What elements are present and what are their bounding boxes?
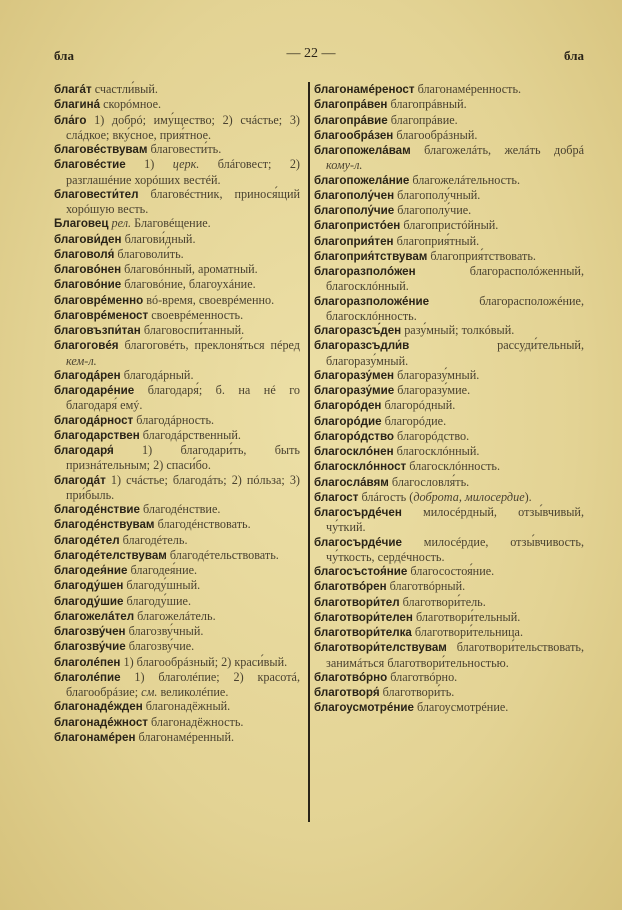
- dictionary-entry: [54, 323, 300, 338]
- dictionary-entry: [54, 247, 300, 262]
- headword: благовести́тел: [54, 187, 139, 201]
- definition: [143, 293, 274, 307]
- definition-text: благотвóрный.: [386, 579, 466, 594]
- definition: [148, 715, 243, 729]
- definition-text: благорóдие.: [381, 413, 447, 428]
- headword: благотвóрен: [314, 580, 387, 594]
- dictionary-entry: [54, 113, 300, 143]
- definition: [167, 548, 279, 562]
- definition: [108, 216, 210, 230]
- definition: [147, 142, 221, 156]
- definition: [400, 595, 486, 609]
- definition-text: благонадёжный.: [142, 699, 231, 714]
- definition: [141, 323, 244, 337]
- dictionary-entry: [314, 670, 584, 685]
- definition: [406, 459, 500, 473]
- definition: [387, 97, 466, 111]
- dictionary-entry: [54, 639, 300, 654]
- dictionary-entry: [54, 82, 300, 97]
- headword: благотворя́: [314, 686, 380, 699]
- definition-text: благожелáтель.: [134, 608, 216, 623]
- dictionary-entry: [314, 264, 584, 294]
- dictionary-entry: [54, 293, 300, 308]
- definition: [135, 730, 234, 744]
- definition: [120, 533, 188, 547]
- headword: благозву́чие: [54, 640, 126, 654]
- definition: [388, 113, 458, 127]
- headword: благови́ден: [54, 232, 122, 246]
- definition: [155, 517, 251, 531]
- dictionary-entry: [54, 142, 300, 157]
- label-abbreviation: рел.: [111, 216, 132, 231]
- headword: благодéтел: [54, 533, 120, 547]
- definition-text: благополу́чный.: [394, 187, 481, 202]
- definition: [415, 82, 522, 96]
- definition-text: благовоспи́танный.: [140, 323, 245, 337]
- dictionary-entry: [314, 82, 584, 97]
- definition-text: милосéрдие, отзы́вчивость, чу́ткость, сердéчность.: [326, 534, 584, 564]
- definition-text: благодáрность.: [133, 412, 215, 427]
- label-abbreviation: церк.: [172, 157, 200, 172]
- definition: [412, 625, 523, 639]
- definition-text: благонамéренность.: [414, 82, 522, 96]
- definition-text: благосостоя́ние.: [407, 564, 495, 578]
- dictionary-entry: [314, 398, 584, 413]
- headword: благоразу́мие: [314, 384, 395, 397]
- dictionary-entry: [314, 625, 584, 640]
- definition-text: благовóнный, ароматный.: [121, 262, 258, 276]
- definition: [382, 414, 447, 428]
- headword: благожелáтел: [54, 609, 135, 623]
- definition-text: благотвори́тельный.: [412, 609, 521, 624]
- definition-text: 1) благодари́ть, быть признáтельным; 2) спаси́бо.: [66, 443, 300, 473]
- definition: [413, 610, 520, 624]
- definition-text: благозву́чный.: [125, 624, 204, 638]
- headword: благорóден: [314, 399, 382, 413]
- headword: благодаря́: [54, 444, 114, 457]
- dictionary-entry: [54, 624, 300, 639]
- running-head-left: бла: [54, 48, 74, 63]
- definition-text: 1) счáстье; благодáть; 2) пóльза; 3) при́быль.: [66, 472, 300, 502]
- definition: [401, 323, 514, 337]
- headword: благосклóнен: [314, 445, 394, 458]
- definition-text: благорóдство.: [394, 428, 470, 443]
- headword: благоволя́: [54, 247, 115, 261]
- definition: [121, 262, 258, 276]
- dictionary-entry: [314, 97, 584, 112]
- headword: благосъстоя́ние: [314, 565, 408, 578]
- definition-text: благополу́чие.: [394, 203, 472, 217]
- running-head-right: бла: [564, 48, 584, 63]
- definition-text: Благовéщение.: [131, 216, 211, 231]
- definition: [400, 218, 498, 232]
- definition: [394, 444, 480, 458]
- headword: благотвори́телка: [314, 626, 412, 639]
- definition-text: 1) благолéпие; 2) красотá, благообрáзие;: [66, 669, 300, 699]
- dictionary-entry: [54, 413, 300, 428]
- definition: [143, 699, 230, 713]
- headword: благодарéние: [54, 384, 135, 397]
- dictionary-entry: [54, 533, 300, 548]
- headword: благоврéменно: [54, 293, 144, 307]
- definition: [394, 368, 479, 382]
- definition: [387, 670, 457, 684]
- dictionary-entry: [54, 548, 300, 563]
- definition-text: благоприя́тный.: [393, 233, 480, 248]
- dictionary-entry: [54, 97, 300, 112]
- headword: благоразсъдли́в: [314, 339, 410, 353]
- headword: благотвори́телен: [314, 610, 413, 624]
- dictionary-entry: [314, 505, 584, 535]
- headword: благонадéжност: [54, 715, 148, 729]
- dictionary-entry: [54, 338, 300, 368]
- definition-text: благонамéренный.: [135, 729, 235, 744]
- dictionary-entry: [314, 475, 584, 490]
- definition: [409, 173, 520, 187]
- definition-text: милосéрдный, отзы́вчивый, чу́ткий.: [326, 505, 584, 535]
- headword: благонамéрен: [54, 730, 136, 744]
- headword: благост: [314, 490, 359, 504]
- dictionary-entry: [314, 338, 584, 368]
- definition-text: благоразу́мный.: [394, 367, 480, 382]
- dictionary-entry: [54, 277, 300, 292]
- definition-text: благоду́шие.: [123, 593, 192, 608]
- dictionary-entry: [54, 578, 300, 593]
- dictionary-entry: [314, 173, 584, 188]
- definition-text: разу́мный; толкóвый.: [401, 323, 515, 337]
- definition-text: благоразу́мие.: [394, 383, 471, 397]
- dictionary-entry: [314, 368, 584, 383]
- definition-text: благосклóнность.: [406, 459, 501, 474]
- definition-text: благозву́чие.: [125, 639, 195, 654]
- definition-text: 1) добрó; иму́щество; 2) счáстье; 3) слáдкое; вку́сное, прия́тное.: [66, 112, 300, 142]
- definition-text: благоговéть, преклоня́ться пéред: [118, 338, 300, 353]
- headword: благодéнствувам: [54, 518, 155, 532]
- definition-text: благоволи́ть.: [114, 246, 184, 261]
- definition: [123, 594, 191, 608]
- dictionary-entry: [54, 443, 300, 473]
- definition-text: благодéтель.: [119, 532, 188, 547]
- definition: [100, 97, 161, 111]
- definition-text: благословля́ть.: [388, 474, 470, 489]
- headword: благопрáвие: [314, 113, 388, 127]
- dictionary-entry: [314, 143, 584, 173]
- dictionary-entry: [314, 700, 584, 715]
- definition-text: благодея́ние.: [127, 563, 198, 577]
- headword: благоразсъ́ден: [314, 324, 402, 337]
- dictionary-entry: [314, 535, 584, 565]
- definition: [394, 203, 471, 217]
- dictionary-entry: [314, 579, 584, 594]
- headword: благотвори́тел: [314, 595, 400, 609]
- definition-text: счастли́вый.: [91, 82, 158, 96]
- dictionary-entry: [54, 428, 300, 443]
- headword: благовóнен: [54, 263, 122, 276]
- headword: благоприя́тен: [314, 234, 394, 248]
- label-abbreviation: кем-л.: [66, 353, 97, 368]
- dictionary-entry: [314, 429, 584, 444]
- headword: благолéпие: [54, 670, 121, 684]
- headword: благáт: [54, 83, 92, 96]
- definition: [123, 578, 200, 592]
- definition: [126, 639, 195, 653]
- headword: благослáвям: [314, 475, 389, 489]
- dictionary-entry: [54, 563, 300, 578]
- definition: [140, 428, 241, 442]
- dictionary-entry: [314, 234, 584, 249]
- headword: благоусмотрéние: [314, 701, 414, 715]
- definition-text: благопрáвный.: [387, 97, 467, 112]
- headword: благорóдие: [314, 414, 382, 428]
- headword: бла́го: [54, 113, 87, 127]
- definition-text: благодéтельствовать.: [166, 547, 279, 562]
- headword: благосърдéчие: [314, 535, 402, 549]
- definition: [393, 128, 477, 142]
- definition-text: рассуди́тельный, благоразу́мный.: [326, 338, 584, 368]
- definition-text: благотвори́тель.: [399, 594, 486, 609]
- definition: [121, 277, 255, 291]
- left-column: [54, 82, 300, 745]
- dictionary-entry: [314, 610, 584, 625]
- dictionary-entry: [314, 564, 584, 579]
- headword: благотвори́телствувам: [314, 641, 447, 655]
- definition: [133, 413, 214, 427]
- headword: благонамéреност: [314, 83, 415, 96]
- label-abbreviation: доброта, милосердие: [413, 489, 525, 504]
- headword: благодéтелствувам: [54, 548, 167, 562]
- dictionary-entry: [54, 383, 300, 413]
- definition-text: благоусмотрéние.: [413, 700, 509, 715]
- dictionary-entry: [314, 203, 584, 218]
- definition-text: вó-время, своеврéменно.: [143, 292, 275, 307]
- page-number: — 22 —: [286, 46, 336, 61]
- definition-text: благотвори́ть.: [379, 685, 455, 699]
- headword: благопожелáние: [314, 173, 410, 187]
- dictionary-entry: [54, 187, 300, 217]
- dictionary-entry: [314, 685, 584, 700]
- dictionary-entry: [54, 502, 300, 517]
- dictionary-entry: [54, 715, 300, 730]
- dictionary-entry: [314, 218, 584, 233]
- headword: благопристóен: [314, 219, 401, 233]
- dictionary-entry: [54, 157, 300, 187]
- headword: благосклóнност: [314, 460, 407, 474]
- definition: [127, 563, 197, 577]
- dictionary-entry: [54, 232, 300, 247]
- definition-text: благовóние, благоухáние.: [121, 277, 256, 292]
- definition: [140, 502, 220, 516]
- definition-text: благодéнствовать.: [154, 517, 251, 532]
- headword: благозву́чен: [54, 625, 126, 638]
- dictionary-entry: [314, 188, 584, 203]
- definition-text: благорасположéние, благосклóнность.: [326, 293, 584, 323]
- definition-text: благотвори́тельница.: [411, 625, 524, 639]
- dictionary-entry: [314, 640, 584, 670]
- definition-text: благотвóрно.: [387, 669, 458, 684]
- headword: благоприя́тствувам: [314, 249, 428, 263]
- dictionary-entry: [314, 128, 584, 143]
- headword: благообрáзен: [314, 128, 394, 142]
- definition: [414, 700, 508, 714]
- definition: [358, 490, 531, 504]
- headword: благодáт: [54, 473, 106, 487]
- label-abbreviation: см.: [141, 685, 158, 699]
- headword: благовъзпи́тан: [54, 324, 141, 337]
- dictionary-entry: [54, 517, 300, 532]
- definition-text: благорасполóженный, благосклóнный.: [326, 264, 584, 294]
- definition-text: благодáрный.: [120, 367, 194, 382]
- definition: [122, 232, 196, 246]
- dictionary-entry: [314, 323, 584, 338]
- headword: благовéстие: [54, 158, 126, 172]
- headword: благодéнствие: [54, 503, 140, 516]
- definition-text: благовéстник, принося́щий хорóшую весть.: [66, 186, 300, 216]
- label-abbreviation: кому-л.: [326, 158, 363, 173]
- definition: [394, 383, 470, 397]
- headword: благовéствувам: [54, 143, 148, 156]
- dictionary-entry: [314, 414, 584, 429]
- definition: [389, 475, 469, 489]
- definition: [394, 234, 480, 248]
- definition-text: благовести́ть.: [147, 142, 222, 156]
- column-divider: [308, 82, 310, 822]
- definition: [394, 188, 480, 202]
- definition: [92, 82, 158, 96]
- definition: [427, 249, 536, 263]
- dictionary-entry: [314, 459, 584, 474]
- headword: благопожелáвам: [314, 144, 411, 157]
- definition: [148, 308, 243, 322]
- definition-text: блáговест; 2) разглашéние хорóших вестéй.: [66, 157, 300, 187]
- definition-text: благопрáвие.: [387, 112, 458, 127]
- dictionary-entry: [314, 294, 584, 324]
- dictionary-entry: [314, 249, 584, 264]
- dictionary-entry: [314, 383, 584, 398]
- headword: благопрáвен: [314, 98, 388, 112]
- headword: благодарствен: [54, 428, 140, 442]
- headword: благоразполóжен: [314, 265, 416, 278]
- headword: благоду́шен: [54, 579, 124, 593]
- headword: благотвóрно: [314, 670, 388, 684]
- definition-text: благообрáзный.: [393, 127, 478, 142]
- definition-text: благорóдный.: [381, 398, 456, 413]
- definition-text: благосклóнный.: [393, 444, 480, 458]
- dictionary-entry: [54, 594, 300, 609]
- definition-text: своеврéменность.: [148, 307, 244, 322]
- headword: благоразположéние: [314, 294, 430, 308]
- dictionary-entry: [54, 368, 300, 383]
- dictionary-entry: [54, 670, 300, 700]
- definition-text: благоду́шный.: [123, 578, 201, 593]
- dictionary-entry: [54, 473, 300, 503]
- dictionary-entry: [54, 655, 300, 670]
- headword: благополу́чен: [314, 188, 395, 202]
- dictionary-entry: [314, 595, 584, 610]
- dictionary-entry: [314, 490, 584, 505]
- definition: [134, 609, 216, 623]
- headword: благоразу́мен: [314, 368, 395, 382]
- definition: [407, 564, 494, 578]
- headword: благинá: [54, 98, 101, 112]
- dictionary-entry: [54, 730, 300, 745]
- definition-text: благожелáтельность.: [409, 172, 520, 187]
- headword: благорóдство: [314, 429, 394, 443]
- definition: [380, 685, 455, 699]
- definition: [120, 655, 287, 669]
- definition-text: ).: [524, 489, 532, 504]
- definition-text: благотвори́тельствовать, занимáться благотвори́тельностью.: [326, 640, 584, 670]
- definition-text: благоприя́тствовать.: [427, 248, 536, 263]
- definition: [66, 113, 300, 142]
- dictionary-entry: [54, 699, 300, 714]
- headword: благосърдéчен: [314, 506, 402, 519]
- definition-text: благови́дный.: [121, 231, 196, 246]
- definition-text: 1) благообрáзный; 2) краси́вый.: [120, 654, 288, 669]
- definition-text: благопристóйный.: [400, 218, 499, 233]
- definition: [381, 398, 455, 412]
- definition: [126, 624, 204, 638]
- headword: благодáрност: [54, 413, 134, 427]
- definition-text: благодаря́; б. на нé го благодаря́ емý.: [66, 383, 300, 413]
- headword: благодáрен: [54, 368, 121, 382]
- headword: благолéпен: [54, 655, 121, 669]
- definition-text: 1): [125, 157, 173, 172]
- headword: благовóние: [54, 278, 122, 292]
- headword: благодея́ние: [54, 564, 128, 577]
- definition-text: великолéпие.: [157, 685, 229, 699]
- headword: благоговéя: [54, 339, 119, 353]
- headword: благонадéжден: [54, 700, 143, 714]
- dictionary-entry: [54, 216, 300, 231]
- definition: [387, 579, 466, 593]
- dictionary-entry: [54, 308, 300, 323]
- dictionary-entry: [54, 609, 300, 624]
- headword: благополу́чие: [314, 204, 395, 217]
- definition: [121, 368, 194, 382]
- definition-text: благонадёжность.: [147, 714, 244, 729]
- definition-text: благодéнствие.: [139, 502, 221, 516]
- right-column: [314, 82, 584, 716]
- headword: благоду́шие: [54, 594, 124, 608]
- definition-text: блáгость (: [358, 489, 414, 504]
- dictionary-entry: [54, 262, 300, 277]
- dictionary-entry: [314, 444, 584, 459]
- headword: Благовец: [54, 217, 109, 231]
- dictionary-entry: [314, 113, 584, 128]
- definition-text: благодáрственный.: [139, 427, 241, 442]
- definition: [394, 429, 469, 443]
- definition: [114, 247, 183, 261]
- definition-text: скорóмное.: [100, 97, 162, 112]
- headword: благоврéменост: [54, 308, 149, 322]
- definition-text: благожелáть, желáть добрá: [410, 143, 584, 157]
